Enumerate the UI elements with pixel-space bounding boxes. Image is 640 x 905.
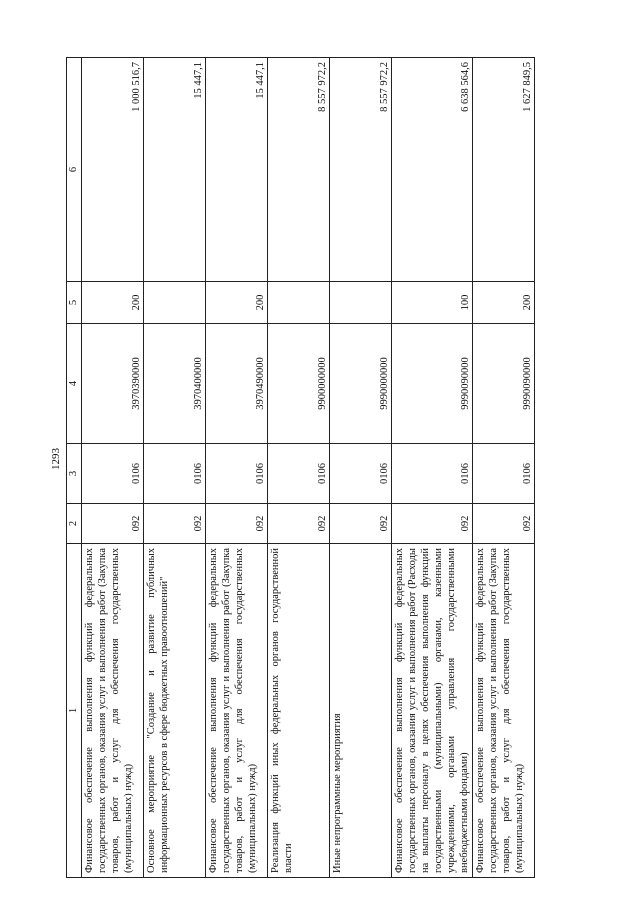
section-code: 0106 bbox=[206, 444, 268, 504]
section-code: 0106 bbox=[82, 444, 144, 504]
amount: 6 638 564,6 bbox=[392, 58, 473, 282]
budget-table bbox=[66, 57, 535, 878]
expense-name: Финансовое обеспечение выполнения функций федеральных государственных органов, оказания услуг и выполнения работ (Закупка товаров, работ и услуг для обеспечения государственных (муниципальных) нужд) bbox=[473, 544, 535, 878]
column-header: 2 bbox=[67, 504, 82, 544]
amount: 15 447,1 bbox=[144, 58, 206, 282]
table-row bbox=[392, 58, 473, 878]
expense-type-code: 200 bbox=[473, 282, 535, 324]
expense-type-code bbox=[330, 282, 392, 324]
ministry-code: 092 bbox=[268, 504, 330, 544]
table-header-row bbox=[67, 58, 82, 878]
amount: 1 000 516,7 bbox=[82, 58, 144, 282]
amount: 1 627 849,5 bbox=[473, 58, 535, 282]
column-header: 4 bbox=[67, 324, 82, 444]
amount: 8 557 972,2 bbox=[330, 58, 392, 282]
column-header: 6 bbox=[67, 58, 82, 282]
expense-name: Финансовое обеспечение выполнения функций федеральных государственных органов, оказания услуг и выполнения работ (Закупка товаров, работ и услуг для обеспечения государственных (муниципальных) нужд) bbox=[82, 544, 144, 878]
table-row bbox=[268, 58, 330, 878]
target-article-code: 3970490000 bbox=[206, 324, 268, 444]
target-article-code: 3970390000 bbox=[82, 324, 144, 444]
ministry-code: 092 bbox=[206, 504, 268, 544]
document-body bbox=[66, 58, 566, 878]
expense-type-code: 200 bbox=[206, 282, 268, 324]
section-code: 0106 bbox=[144, 444, 206, 504]
rotated-page bbox=[66, 58, 566, 878]
target-article-code: 3970400000 bbox=[144, 324, 206, 444]
section-code: 0106 bbox=[268, 444, 330, 504]
target-article-code: 9990090000 bbox=[473, 324, 535, 444]
ministry-code: 092 bbox=[144, 504, 206, 544]
table-row bbox=[144, 58, 206, 878]
expense-name: Реализация функций иных федеральных органов государственной власти bbox=[268, 544, 330, 878]
column-header: 5 bbox=[67, 282, 82, 324]
section-code: 0106 bbox=[473, 444, 535, 504]
ministry-code: 092 bbox=[473, 504, 535, 544]
expense-type-code bbox=[144, 282, 206, 324]
table-row bbox=[206, 58, 268, 878]
expense-name: Основное мероприятие "Создание и развитие публичных информационных ресурсов в сфере бюджетных правоотношений" bbox=[144, 544, 206, 878]
target-article-code: 9900000000 bbox=[268, 324, 330, 444]
column-header: 1 bbox=[67, 544, 82, 878]
ministry-code: 092 bbox=[392, 504, 473, 544]
expense-name: Иные непрограммные мероприятия bbox=[330, 544, 392, 878]
amount: 15 447,1 bbox=[206, 58, 268, 282]
ministry-code: 092 bbox=[330, 504, 392, 544]
expense-type-code: 100 bbox=[392, 282, 473, 324]
target-article-code: 9990090000 bbox=[392, 324, 473, 444]
column-header: 3 bbox=[67, 444, 82, 504]
table-row bbox=[330, 58, 392, 878]
amount: 8 557 972,2 bbox=[268, 58, 330, 282]
expense-name: Финансовое обеспечение выполнения функций федеральных государственных органов, оказания услуг и выполнения работ (Закупка товаров, работ и услуг для обеспечения государственных (муниципальных) нужд) bbox=[206, 544, 268, 878]
section-code: 0106 bbox=[330, 444, 392, 504]
expense-type-code: 200 bbox=[82, 282, 144, 324]
expense-type-code bbox=[268, 282, 330, 324]
expense-name: Финансовое обеспечение выполнения функций федеральных государственных органов, оказания услуг и выполнения работ (Расходы на выплаты персоналу в целях обеспечения выполнения функций государственными (муниципальными) органами, казенными учреждениями, органами управления государственными внебюджетными фондами) bbox=[392, 544, 473, 878]
target-article-code: 9990000000 bbox=[330, 324, 392, 444]
section-code: 0106 bbox=[392, 444, 473, 504]
table-row bbox=[473, 58, 535, 878]
page-number: 1293 bbox=[50, 448, 62, 470]
table-row bbox=[82, 58, 144, 878]
ministry-code: 092 bbox=[82, 504, 144, 544]
